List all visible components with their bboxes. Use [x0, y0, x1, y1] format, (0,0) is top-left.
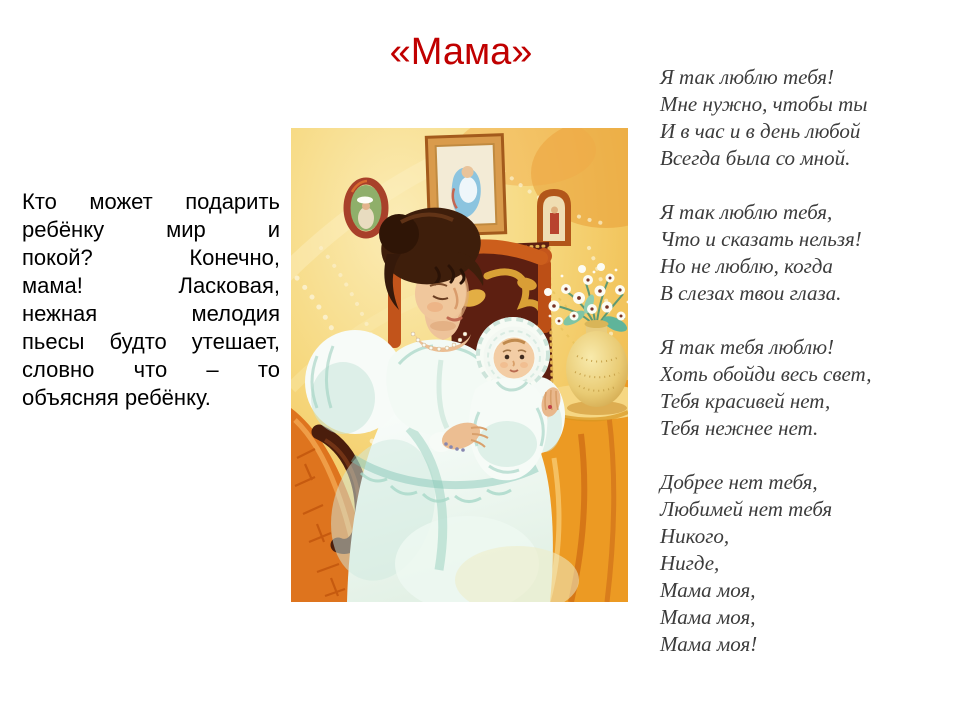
lead-paragraph-line: Кто может подарить [22, 189, 280, 214]
poem-line: Мама моя, [660, 605, 756, 629]
oval-portrait-frame [347, 181, 385, 235]
slide-title: «Мама» [389, 31, 533, 73]
lead-paragraph-line: покой? Конечно, [22, 245, 280, 270]
poem-line: Хоть обойди весь свет, [660, 362, 872, 386]
poem-line: Я так люблю тебя! [660, 65, 834, 89]
poem-line: Тебя красивей нет, [660, 389, 831, 413]
poem-line: В слезах твои глаза. [660, 281, 842, 305]
lead-paragraph-line: пьесы будто утешает, [22, 329, 280, 354]
lead-paragraph-line: нежная мелодия [22, 301, 280, 326]
poem-line: Я так тебя люблю! [660, 335, 834, 359]
mother-and-child-painting [291, 128, 628, 602]
poem-text [660, 64, 950, 658]
poem-line [660, 172, 950, 199]
poem-line [660, 307, 950, 334]
poem-line: Всегда была со мной. [660, 146, 851, 170]
lead-paragraph [22, 188, 280, 412]
baby-figure [469, 317, 550, 480]
poem-line: Что и сказать нельзя! [660, 227, 862, 251]
poem-line: Мама моя, [660, 578, 756, 602]
poem-line: Тебя нежнее нет. [660, 416, 819, 440]
poem-line: Мне нужно, чтобы ты [660, 92, 868, 116]
arched-niche-frame [537, 189, 571, 246]
poem-line: Я так люблю тебя, [660, 200, 833, 224]
poem-line [660, 442, 950, 469]
poem-line: Нигде, [660, 551, 720, 575]
lead-paragraph-line: ребёнку мир и [22, 217, 280, 242]
lead-paragraph-line: объясняя ребёнку. [22, 385, 211, 410]
mother-and-child-painting-canvas [291, 128, 628, 602]
poem-line: И в час и в день любой [660, 119, 861, 143]
poem-line: Добрее нет тебя, [660, 470, 818, 494]
poem-line: Но не люблю, когда [660, 254, 833, 278]
poem-line: Любимей нет тебя [660, 497, 833, 521]
poem-line: Никого, [660, 524, 730, 548]
lead-paragraph-line: словно что – то [22, 357, 280, 382]
lead-paragraph-line: мама! Ласковая, [22, 273, 280, 298]
poem-line: Мама моя! [660, 632, 758, 656]
